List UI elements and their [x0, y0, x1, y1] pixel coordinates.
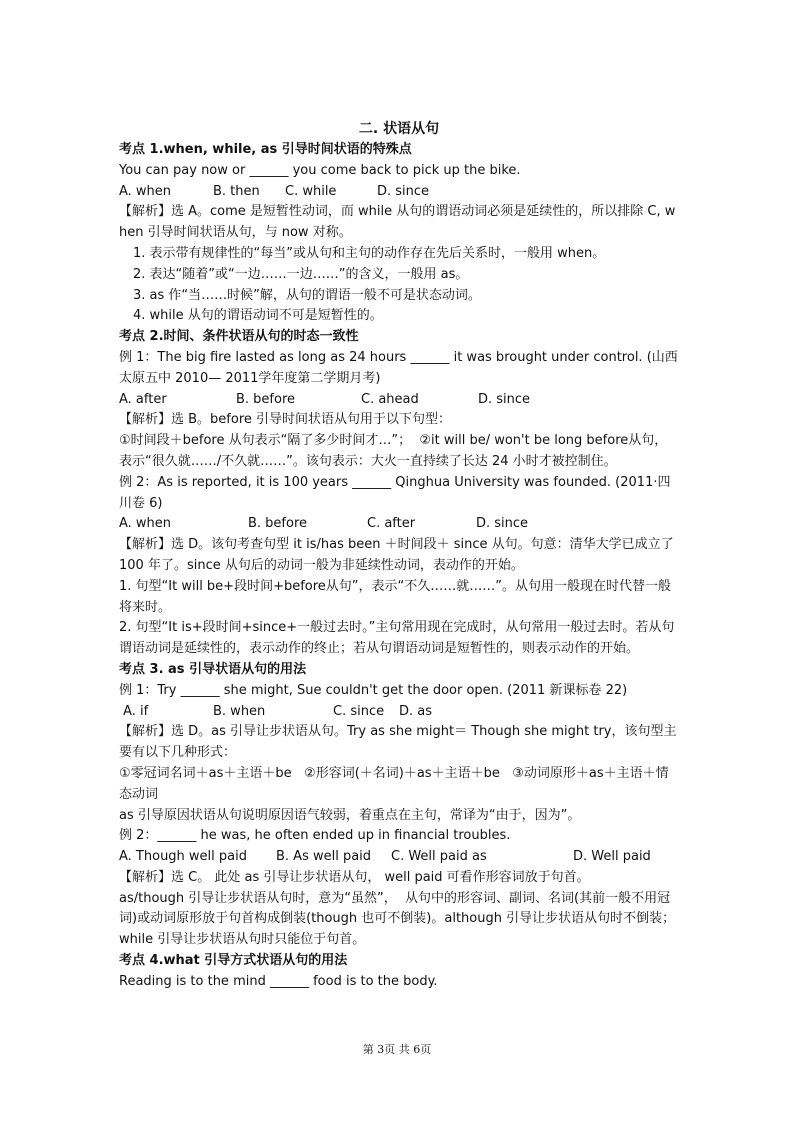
answer-option: C. after [367, 516, 416, 532]
text-lines [119, 140, 679, 993]
numbered-note: 3. as 作“当……时候”解，从句的谓语一般不可是状态动词。 [133, 287, 481, 303]
answer-option: B. As well paid [276, 849, 372, 865]
exam-point-heading: 考点 2.时间、条件状语从句的时态一致性 [119, 329, 359, 345]
paragraph: 1. 句型“It will be+段时间+before从句”，表示“不久……就……”。从句用一般现在时代替一般将来时。 [119, 578, 672, 615]
paragraph: 例 1：The big fire lasted as long as 24 hours ______ it was brought under control. (山西太原五中 2010— 2011学年度第二学期月考) [119, 349, 678, 386]
paragraph: ①时间段＋before 从句表示“隔了多少时间才…”； ②it will be/ won't be long before从句，表示“很久就……/不久就……”。该句表示：大火一直持续了长达 24 小时才被控制住。 [119, 433, 668, 469]
exam-point-heading: 考点 1.when, while, as 引导时间状语的特殊点 [119, 142, 412, 157]
answer-option: A. if [119, 703, 149, 719]
paragraph: 【解析】选 B。before 引导时间状语从句用于以下句型： [119, 412, 452, 428]
answer-option: C. while [285, 183, 337, 199]
answer-option: B. before [236, 391, 296, 407]
answer-option: D. since [476, 516, 529, 532]
answer-option: A. after [119, 391, 167, 407]
paragraph: ①零冠词名词＋as＋主语＋be ②形容词(＋名词)＋as＋主语＋be ③动词原形＋as＋主语＋情态动词 [119, 765, 669, 802]
answer-options [119, 702, 679, 723]
answer-options [119, 847, 679, 868]
answer-option: B. before [248, 516, 308, 532]
page-footer: 第 3页 共 6页 [362, 1043, 432, 1056]
answer-option: C. since [333, 703, 385, 719]
paragraph: 【解析】选 D。该句考查句型 it is/has been ＋时间段＋ since 从句。句意：清华大学已成立了 100 年了。since 从句后的动词一般为非延续性动词，表动作的开始。 [119, 537, 678, 573]
answer-option: C. ahead [361, 391, 419, 407]
document-body [119, 118, 679, 993]
answer-option: A. when [119, 183, 172, 199]
paragraph: 【解析】选 C。 此处 as 引导让步状语从句， well paid 可看作形容词放于句首。 [119, 869, 590, 885]
paragraph: as 引导原因状语从句说明原因语气较弱，着重点在主句，常译为“由于，因为”。 [119, 807, 581, 823]
numbered-note: 1. 表示带有规律性的“每当”或从句和主句的动作存在先后关系时，一般用 when。 [133, 245, 606, 261]
numbered-note: 4. while 从句的谓语动词不可是短暂性的。 [133, 308, 383, 324]
answer-options [119, 182, 679, 203]
exam-point-heading: 考点 4.what 引导方式状语从句的用法 [119, 953, 348, 969]
paragraph: Reading is to the mind ______ food is to the body. [119, 973, 438, 989]
answer-option: A. Though well paid [119, 849, 247, 865]
paragraph: 2. 句型“It is+段时间+since+一般过去时。”主句常用现在完成时，从句常用一般过去时。若从句谓语动词是延续性的，表示动作的终止；若从句谓语动词是短暂性的，则表示动作的开始。 [119, 620, 675, 657]
answer-option: D. since [377, 183, 430, 199]
paragraph: 【解析】选 A。come 是短暂性动词，而 while 从句的谓语动词必须是延续性的，所以排除 C, when 引导时间状语从句，与 now 对称。 [119, 204, 676, 241]
answer-options [119, 390, 679, 411]
paragraph: 【解析】选 D。as 引导让步状语从句。Try as she might＝ Though she might try，该句型主要有以下几种形式： [119, 724, 677, 761]
section-title: 二. 状语从句 [358, 121, 440, 137]
paragraph: 例 2：______ he was, he often ended up in financial troubles. [119, 828, 511, 844]
answer-option: D. since [478, 391, 531, 407]
answer-options [119, 514, 679, 535]
numbered-note: 2. 表达“随着”或“一边……一边……”的含义，一般用 as。 [133, 266, 469, 282]
answer-option: B. when [213, 703, 266, 719]
answer-option: B. then [213, 183, 260, 199]
paragraph: as/though 引导让步状语从句时，意为“虽然”， 从句中的形容词、副词、名词(其前一般不用冠词)或动词原形放于句首构成倒装(though 也可不倒装)。although 引导让步状语从句时不倒装；while 引导让步状语从句时只能位于句首。 [119, 890, 676, 948]
paragraph: You can pay now or ______ you come back to pick up the bike. [119, 162, 521, 178]
answer-option: A. when [119, 516, 172, 532]
answer-option: D. Well paid [573, 849, 651, 865]
answer-option: C. Well paid as [391, 849, 487, 865]
paragraph: 例 1：Try ______ she might, Sue couldn't get the door open. (2011 新课标卷 22) [119, 682, 628, 698]
paragraph: 例 2：As is reported, it is 100 years ______ Qinghua University was founded. (2011·四川卷 6) [119, 474, 671, 511]
exam-point-heading: 考点 3. as 引导状语从句的用法 [119, 661, 307, 677]
answer-option: D. as [399, 703, 433, 719]
